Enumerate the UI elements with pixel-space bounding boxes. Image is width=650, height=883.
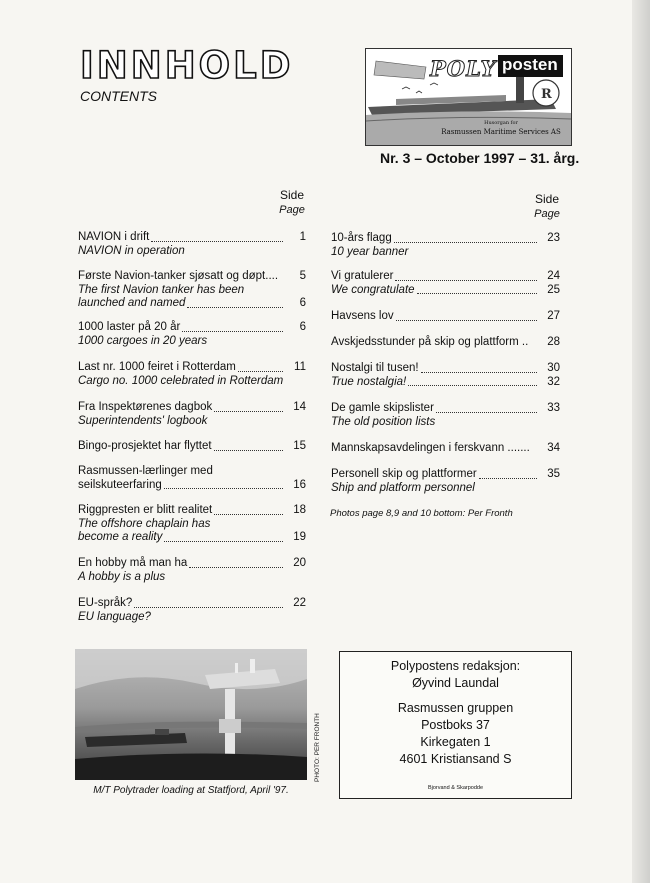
entry-page: 6 (299, 321, 306, 333)
logo-tagline (436, 119, 566, 137)
entry-page: 14 (293, 401, 306, 413)
entry-page: 1 (299, 231, 306, 243)
entry-page: 18 (293, 504, 306, 516)
toc-entry[interactable] (331, 270, 560, 297)
entry-subtitle: True nostalgia! (331, 375, 407, 388)
left-column-header (272, 188, 312, 218)
entry-subtitle: Cargo no. 1000 celebrated in Rotterdam (78, 374, 284, 387)
entry-page: 32 (547, 375, 560, 388)
photo-credit-text: PHOTO: PER FRONTH (314, 713, 321, 782)
toc-entry[interactable] (78, 361, 306, 388)
entry-title: Vi gratulerer (331, 270, 394, 282)
entry-subtitle: The first Navion tanker has been (78, 283, 245, 296)
entry-title: En hobby må man ha (78, 557, 188, 569)
platform-photo (75, 649, 307, 780)
editor-name: Øyvind Laundal (412, 676, 499, 690)
entry-title: NAVION i drift (78, 231, 150, 243)
printer-credit: Bjorvand & Skarpodde (427, 785, 484, 791)
entry-subtitle: The old position lists (331, 415, 436, 428)
entry-subtitle: EU language? (78, 610, 151, 623)
page-label: Page (534, 208, 560, 220)
platform-illustration (75, 649, 307, 780)
entry-title: Fra Inspektørenes dagbok (78, 401, 213, 413)
toc-entry[interactable] (331, 362, 560, 389)
postal-city: 4601 Kristiansand S (399, 752, 512, 766)
toc-entry[interactable] (331, 468, 560, 495)
entry-title: Havsens lov (331, 310, 394, 322)
entry-subtitle-cont: launched and named (78, 297, 186, 309)
entry-subtitle: 10 year banner (331, 245, 409, 258)
page-subtitle: CONTENTS (80, 88, 157, 104)
entry-subtitle: Superintendents' logbook (78, 414, 208, 427)
entry-subtitle-cont: become a reality (78, 531, 163, 543)
entry-title: EU-språk? (78, 597, 133, 609)
toc-entry[interactable] (331, 402, 560, 429)
toc-entry[interactable] (78, 321, 306, 348)
photo-credit-vertical (310, 654, 322, 784)
toc-entry[interactable] (78, 231, 306, 258)
entry-page: 20 (293, 557, 306, 569)
company-name: Rasmussen gruppen (397, 701, 514, 715)
entry-title: Nostalgi til tusen! (331, 362, 419, 374)
photo-credit (310, 654, 322, 784)
entry-subtitle: NAVION in operation (78, 244, 185, 257)
entry-title: De gamle skipslister (331, 402, 434, 414)
entry-title-cont: seilskuteerfaring (78, 478, 162, 491)
right-column-header (527, 192, 567, 222)
entry-page: 16 (293, 478, 306, 491)
logo-posten-text: posten (498, 55, 563, 77)
page-title: INNHOLD (80, 44, 294, 87)
issue-info: Nr. 3 – October 1997 – 31. årg. (380, 150, 580, 166)
page-edge-shadow (632, 0, 650, 883)
photo-credit-note: Photos page 8,9 and 10 bottom: Per Fronth (330, 508, 513, 519)
entry-page: 25 (547, 283, 560, 296)
toc-entry[interactable] (331, 442, 560, 456)
toc-entry[interactable] (78, 440, 306, 454)
toc-entry[interactable] (78, 270, 306, 311)
entry-title: Første Navion-tanker sjøsatt og døpt.... (78, 270, 279, 282)
entry-page: 27 (547, 310, 560, 322)
entry-page: 34 (547, 442, 560, 454)
entry-subtitle: A hobby is a plus (78, 570, 166, 583)
entry-title: Bingo-prosjektet har flyttet (78, 440, 212, 452)
entry-page: 22 (293, 597, 306, 609)
entry-subtitle: Ship and platform personnel (331, 481, 475, 494)
entry-page: 28 (547, 336, 560, 348)
entry-page: 6 (299, 297, 306, 309)
postbox: Postboks 37 (421, 718, 490, 732)
entry-page: 19 (293, 531, 306, 543)
photo-caption: M/T Polytrader loading at Statfjord, April '97. (93, 785, 289, 796)
entry-title: Last nr. 1000 feiret i Rotterdam (78, 361, 236, 373)
polyposten-logo (365, 48, 572, 146)
toc-entry[interactable] (331, 336, 560, 350)
entry-page: 30 (547, 362, 560, 374)
logo-tagline-line1: Husorgan for (484, 120, 518, 126)
toc-entry[interactable] (78, 465, 306, 492)
entry-page: 23 (547, 232, 560, 244)
entry-title: Personell skip og plattformer (331, 468, 477, 480)
logo-poly-text: POLY (430, 56, 497, 81)
entry-title: Riggpresten er blitt realitet (78, 504, 213, 516)
side-label: Side (534, 192, 560, 206)
entry-title: 1000 laster på 20 år (78, 321, 181, 333)
entry-title: Mannskapsavdelingen i ferskvann ....... (331, 442, 530, 454)
entry-subtitle: The offshore chaplain has (78, 517, 211, 530)
svg-text:R: R (541, 87, 552, 102)
toc-entry[interactable] (78, 401, 306, 428)
editorial-box (339, 651, 572, 799)
entry-page: 24 (547, 270, 560, 282)
entry-title: 10-års flagg (331, 232, 392, 244)
toc-entry[interactable] (331, 310, 560, 324)
toc-entry[interactable] (78, 504, 306, 545)
logo-tagline-line2: Rasmussen Maritime Services AS (441, 128, 561, 136)
entry-page: 11 (294, 361, 306, 373)
page-label: Page (279, 204, 305, 216)
toc-entry[interactable] (78, 597, 306, 624)
toc-entry[interactable] (78, 557, 306, 584)
entry-subtitle: We congratulate (331, 283, 415, 296)
entry-page: 35 (547, 468, 560, 480)
entry-title: Avskjedsstunder på skip og plattform .. (331, 336, 529, 348)
entry-title: Rasmussen-lærlinger med (78, 465, 213, 477)
editorial-heading: Polypostens redaksjon: (390, 659, 521, 673)
street-address: Kirkegaten 1 (420, 735, 491, 749)
entry-page: 15 (293, 440, 306, 452)
side-label: Side (279, 188, 305, 202)
entry-page: 5 (299, 270, 306, 282)
entry-subtitle: 1000 cargoes in 20 years (78, 334, 208, 347)
entry-page: 33 (547, 402, 560, 414)
toc-entry[interactable] (331, 232, 560, 259)
